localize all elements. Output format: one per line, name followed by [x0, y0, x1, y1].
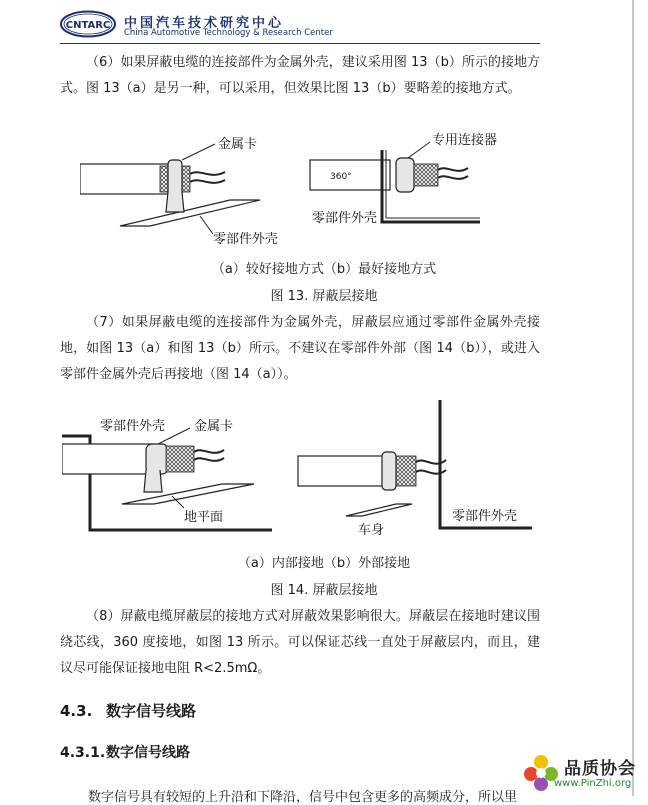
fig13-label-clamp: 金属卡 [218, 137, 258, 152]
figure-14-subcaption: （a）内部接地（b）外部接地 [237, 556, 411, 571]
fig14-label-body: 车身 [358, 523, 385, 538]
figure-13-caption: 图 13. 屏蔽层接地 [270, 289, 378, 304]
subsection-title: 数字信号线路 [106, 745, 190, 761]
fig13b-drawing [310, 132, 497, 226]
cntarc-logo [60, 10, 116, 38]
figure-13-subcaption: （a）较好接地方式（b）最好接地方式 [211, 262, 437, 277]
section-number: 4.3. [60, 702, 93, 720]
logo-text: CNTARC [65, 20, 111, 31]
figure-13-diagram [80, 130, 540, 250]
fig14-label-clamp: 金属卡 [194, 419, 234, 434]
org-name-cn: 中国汽车技术研究中心 [124, 16, 285, 31]
paragraph-7: （7）如果屏蔽电缆的连接部件为金属外壳，屏蔽层应通过零部件金属外壳接地，如图 13（a）和图 13（b）所示。不建议在零部件外部（图 14（b）），或进入零部件金属外壳后再接地（图 14（a））。 [60, 315, 540, 382]
pinzhi-watermark [516, 748, 648, 796]
header-divider [60, 43, 540, 44]
partial-body-line: 数字信号具有较短的上升沿和下降沿，信号中包含更多的高频成分，所以里 [88, 790, 518, 805]
subsection-number: 4.3.1. [60, 745, 106, 761]
org-name-en: China Automotive Technology & Research Center [124, 28, 333, 38]
fig13a-drawing [80, 136, 278, 247]
fig13-label-housing: 零部件外壳 [213, 232, 279, 247]
figure-14-caption: 图 14. 屏蔽层接地 [270, 583, 378, 598]
fig13-label-360: 360° [330, 172, 352, 182]
watermark-name: 品质协会 [564, 759, 636, 779]
page-header [60, 8, 540, 42]
fig14b-drawing [298, 400, 532, 538]
fig14-label-housing-a: 零部件外壳 [100, 419, 166, 434]
page-edge-rule [632, 0, 634, 796]
section-heading-4-3 [60, 700, 196, 721]
paragraph-6: （6）如果屏蔽电缆的连接部件为金属外壳，建议采用图 13（b）所示的接地方式。图 13（a）是另一种，可以采用，但效果比图 13（b）要略差的接地方式。 [60, 55, 540, 96]
fig14-label-housing-b: 零部件外壳 [452, 509, 518, 524]
fig14a-drawing [62, 418, 272, 530]
watermark-url: www.PinZhi.org [554, 778, 632, 789]
subsection-heading-4-3-1 [60, 742, 190, 762]
fig13-label-connector: 专用连接器 [432, 133, 498, 148]
fig13-label-housing-b: 零部件外壳 [312, 211, 378, 226]
section-title: 数字信号线路 [106, 702, 197, 720]
paragraph-8: （8）屏蔽电缆屏蔽层的接地方式对屏蔽效果影响很大。屏蔽层在接地时建议围绕芯线，360 度接地，如图 13 所示。可以保证芯线一直处于屏蔽层内，而且，建议尽可能保证接地电阻 R<2.5mΩ。 [60, 609, 540, 676]
figure-14-diagram [62, 400, 542, 540]
fig14-label-ground: 地平面 [184, 510, 224, 525]
